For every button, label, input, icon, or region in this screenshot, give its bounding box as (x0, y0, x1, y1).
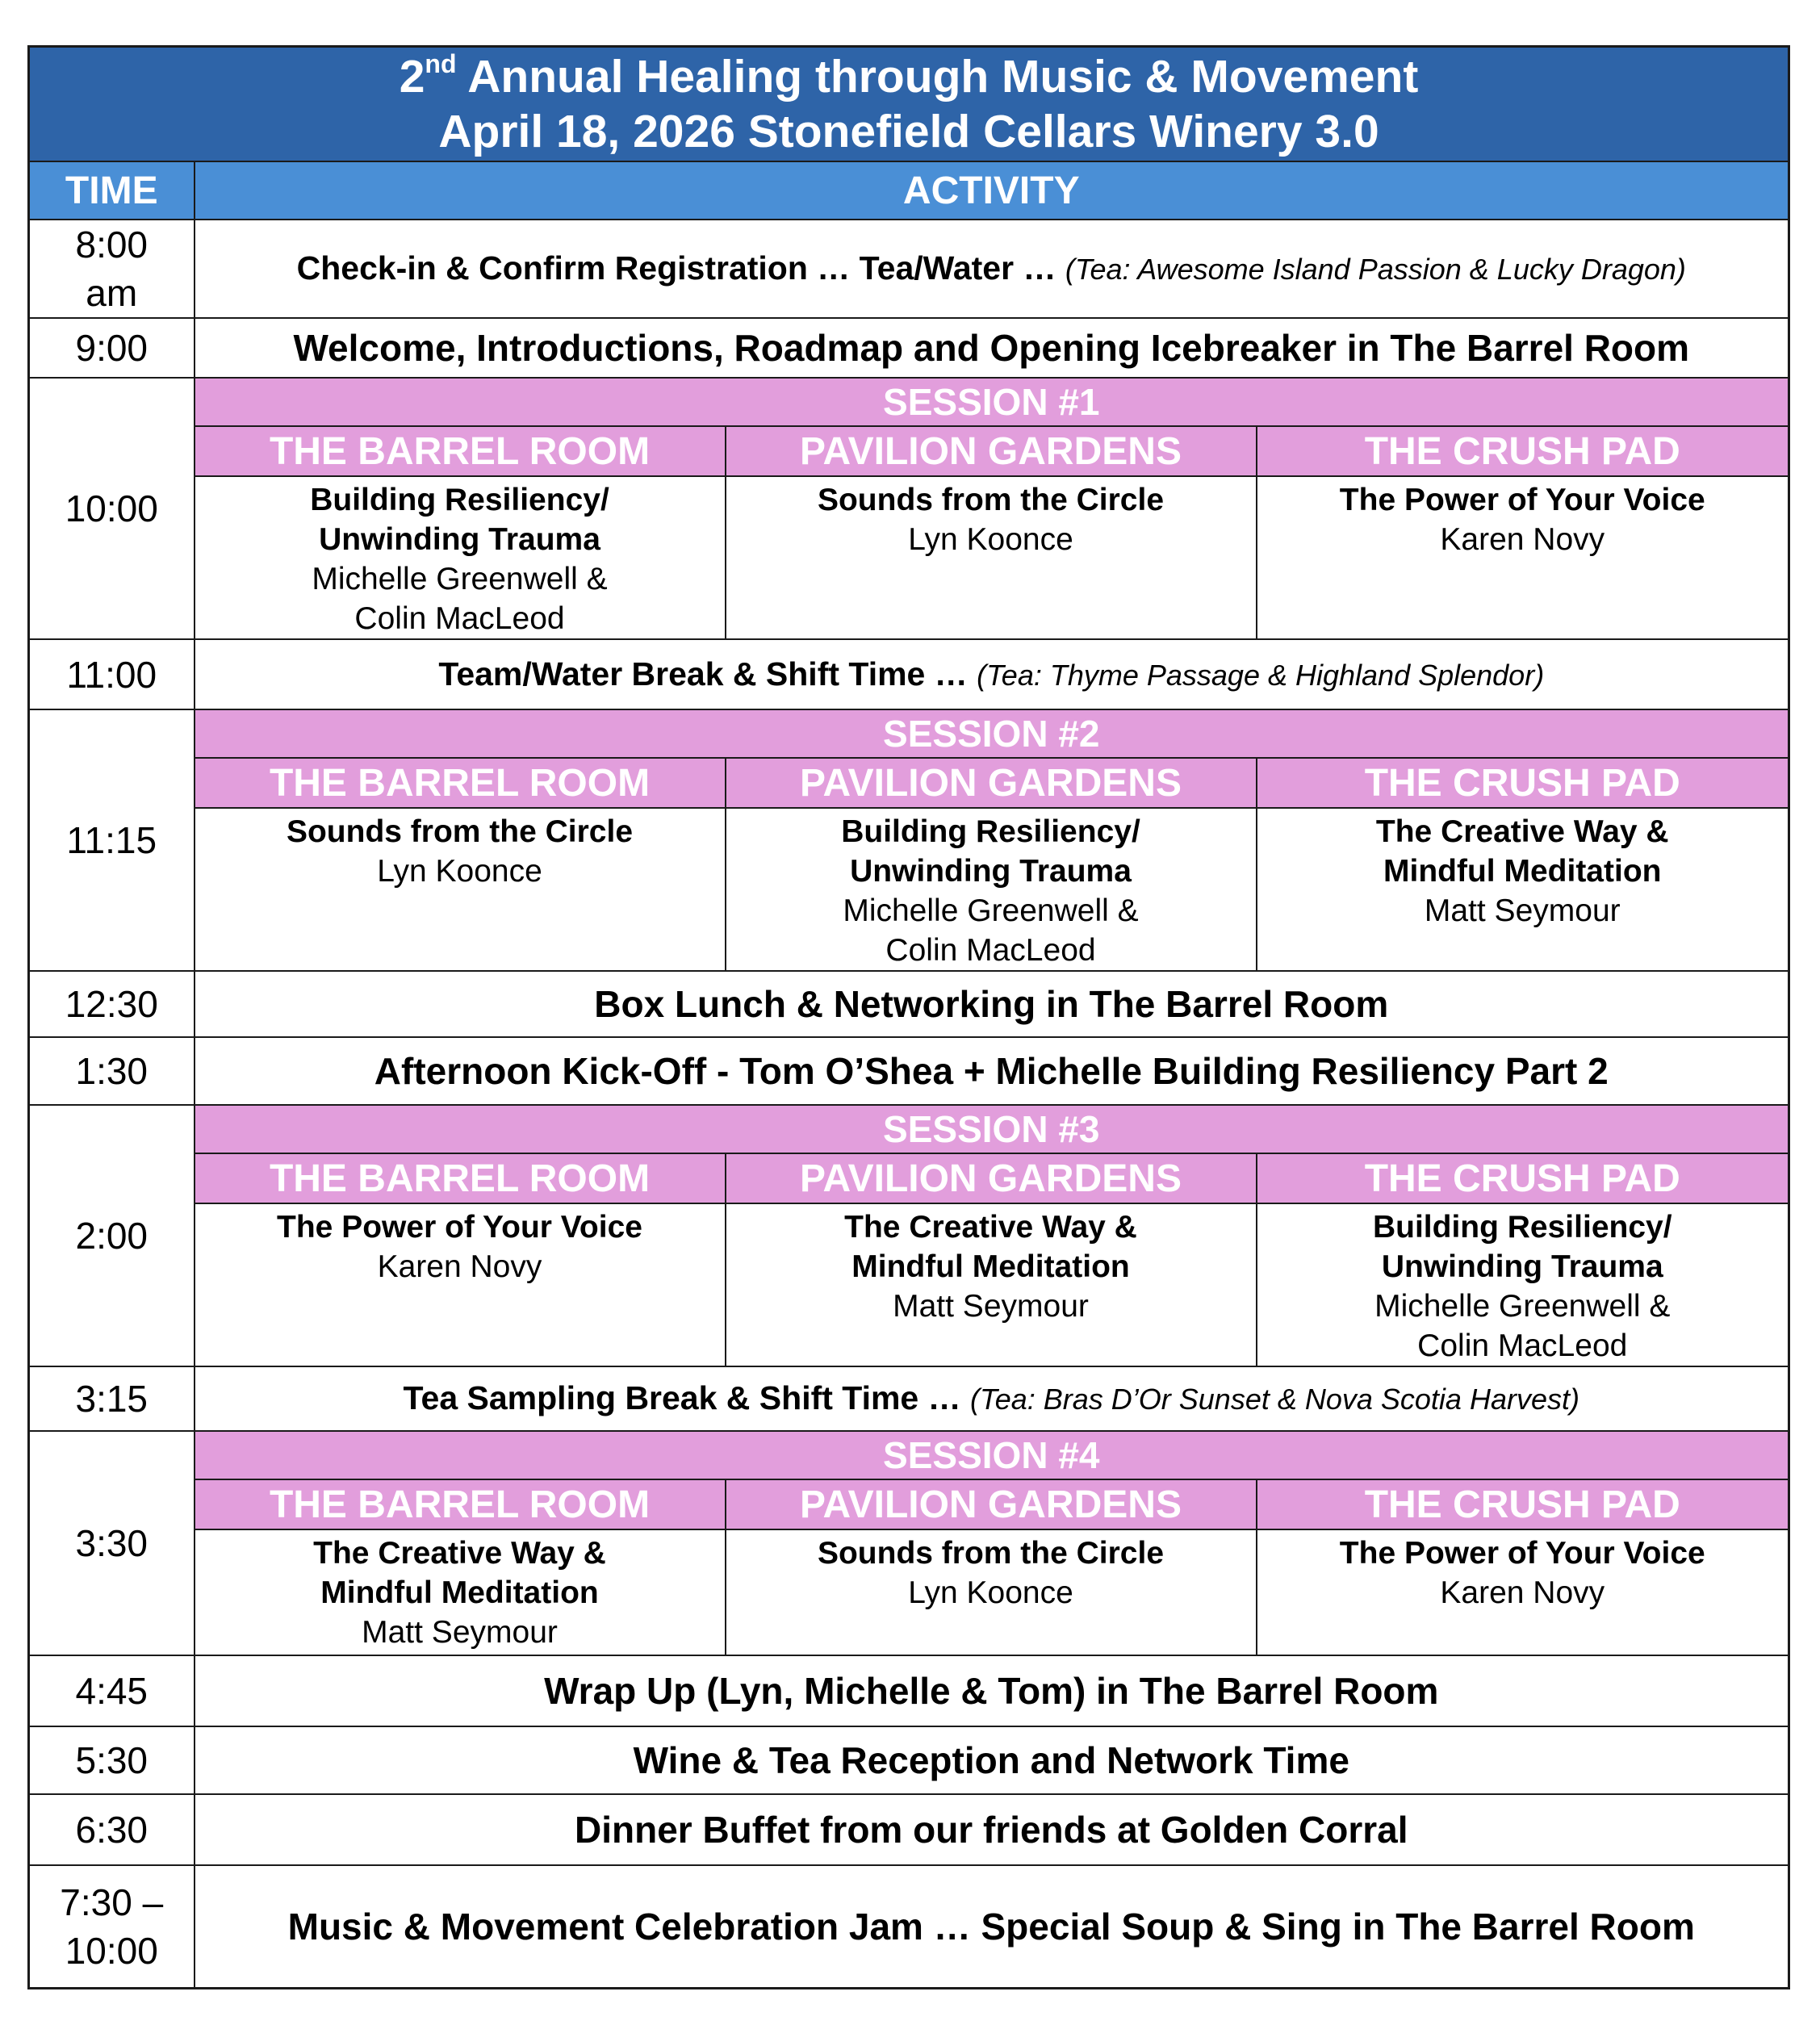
tea-note: (Tea: Awesome Island Passion & Lucky Dragon) (1065, 253, 1686, 286)
title-line-1: Annual Healing through Music & Movement (467, 51, 1419, 103)
schedule-table (27, 45, 1790, 1989)
session-row (29, 1431, 1789, 1479)
session-title: Unwinding Trauma (319, 522, 600, 557)
time-label-suffix: am (86, 272, 138, 314)
session-title: Mindful Meditation (320, 1575, 599, 1610)
presenter: Lyn Koonce (377, 854, 542, 889)
activity-text: Team/Water Break & Shift Time … (438, 655, 977, 692)
activity-text: Check-in & Confirm Registration … Tea/Water … (296, 249, 1065, 287)
session-title: Building Resiliency/ (841, 814, 1140, 849)
room-header-row (29, 1153, 1789, 1203)
time-cell: 5:30 (29, 1726, 195, 1794)
session-label: SESSION #3 (195, 1105, 1789, 1153)
session-title: The Power of Your Voice (277, 1210, 642, 1245)
time-cell: 9:00 (29, 318, 195, 378)
title-row (29, 47, 1789, 162)
schedule-row (29, 971, 1789, 1037)
time-label: 7:30 – (60, 1881, 164, 1923)
schedule-row (29, 1865, 1789, 1988)
session-title: Mindful Meditation (851, 1249, 1130, 1284)
room-pavilion: PAVILION GARDENS (726, 1479, 1257, 1529)
session-cell (1257, 476, 1789, 639)
time-cell: 1:30 (29, 1037, 195, 1105)
room-crush: THE CRUSH PAD (1257, 758, 1789, 808)
time-cell: 3:30 (29, 1431, 195, 1655)
room-crush: THE CRUSH PAD (1257, 1153, 1789, 1203)
time-cell (29, 220, 195, 318)
activity-cell: Box Lunch & Networking in The Barrel Room (195, 971, 1789, 1037)
session-cell (195, 1529, 726, 1655)
schedule-row (29, 639, 1789, 709)
room-pavilion: PAVILION GARDENS (726, 1153, 1257, 1203)
title-line-2: April 18, 2026 Stonefield Cellars Winery 3.0 (438, 106, 1379, 157)
presenter: Lyn Koonce (908, 522, 1073, 557)
session-title: Sounds from the Circle (817, 1536, 1165, 1571)
session-cell (726, 1203, 1257, 1366)
schedule-row (29, 1037, 1789, 1105)
time-label-suffix: 10:00 (65, 1929, 158, 1972)
session-title: The Creative Way & (1375, 814, 1669, 849)
presenter: Michelle Greenwell & (843, 893, 1139, 928)
column-header-row (29, 161, 1789, 220)
activity-cell (195, 1366, 1789, 1431)
tea-note: (Tea: Thyme Passage & Highland Splendor) (977, 658, 1545, 692)
presenter: Lyn Koonce (908, 1575, 1073, 1610)
session-label: SESSION #1 (195, 378, 1789, 426)
presenter: Karen Novy (1440, 522, 1605, 557)
presenter: Matt Seymour (362, 1615, 558, 1650)
session-content-row (29, 1529, 1789, 1655)
title-ordinal: 2 (399, 51, 425, 103)
time-cell: 11:00 (29, 639, 195, 709)
schedule-row (29, 1655, 1789, 1726)
session-row (29, 709, 1789, 758)
session-title: Unwinding Trauma (850, 854, 1132, 889)
time-cell: 4:45 (29, 1655, 195, 1726)
schedule-title (29, 47, 1789, 162)
time-column-header: TIME (29, 161, 195, 220)
time-cell: 11:15 (29, 709, 195, 971)
tea-note: (Tea: Bras D’Or Sunset & Nova Scotia Harvest) (970, 1383, 1579, 1416)
activity-text: Tea Sampling Break & Shift Time … (403, 1379, 971, 1416)
room-barrel: THE BARREL ROOM (195, 758, 726, 808)
activity-cell (195, 220, 1789, 318)
time-cell: 6:30 (29, 1794, 195, 1865)
activity-cell (195, 639, 1789, 709)
session-cell (195, 1203, 726, 1366)
session-label: SESSION #2 (195, 709, 1789, 758)
schedule-row (29, 1366, 1789, 1431)
session-title: The Power of Your Voice (1339, 483, 1705, 517)
presenter: Karen Novy (377, 1249, 542, 1284)
time-cell: 3:15 (29, 1366, 195, 1431)
session-title: Unwinding Trauma (1381, 1249, 1663, 1284)
presenter: Michelle Greenwell & (312, 562, 608, 596)
room-crush: THE CRUSH PAD (1257, 426, 1789, 476)
time-cell: 10:00 (29, 378, 195, 639)
room-barrel: THE BARREL ROOM (195, 426, 726, 476)
session-cell (195, 476, 726, 639)
activity-cell: Wrap Up (Lyn, Michelle & Tom) in The Barrel Room (195, 1655, 1789, 1726)
activity-cell: Welcome, Introductions, Roadmap and Opening Icebreaker in The Barrel Room (195, 318, 1789, 378)
presenter: Colin MacLeod (1417, 1328, 1628, 1363)
session-cell (1257, 1529, 1789, 1655)
session-label: SESSION #4 (195, 1431, 1789, 1479)
session-row (29, 1105, 1789, 1153)
presenter: Matt Seymour (893, 1289, 1089, 1324)
session-title: Building Resiliency/ (1372, 1210, 1672, 1245)
schedule-row (29, 220, 1789, 318)
time-cell (29, 1865, 195, 1988)
presenter: Colin MacLeod (354, 601, 565, 636)
session-cell (1257, 1203, 1789, 1366)
room-header-row (29, 1479, 1789, 1529)
session-cell (726, 808, 1257, 971)
time-label: 8:00 (75, 224, 149, 266)
session-title: The Power of Your Voice (1339, 1536, 1705, 1571)
room-pavilion: PAVILION GARDENS (726, 426, 1257, 476)
session-title: The Creative Way & (313, 1536, 606, 1571)
session-cell (195, 808, 726, 971)
session-row (29, 378, 1789, 426)
room-crush: THE CRUSH PAD (1257, 1479, 1789, 1529)
session-cell (726, 476, 1257, 639)
time-cell: 2:00 (29, 1105, 195, 1366)
schedule-row (29, 1794, 1789, 1865)
activity-cell: Wine & Tea Reception and Network Time (195, 1726, 1789, 1794)
schedule-row (29, 1726, 1789, 1794)
presenter: Michelle Greenwell & (1374, 1289, 1671, 1324)
session-content-row (29, 476, 1789, 639)
room-barrel: THE BARREL ROOM (195, 1153, 726, 1203)
session-content-row (29, 1203, 1789, 1366)
session-cell (726, 1529, 1257, 1655)
session-title: Building Resiliency/ (310, 483, 609, 517)
activity-cell: Afternoon Kick-Off - Tom O’Shea + Michelle Building Resiliency Part 2 (195, 1037, 1789, 1105)
activity-cell: Dinner Buffet from our friends at Golden Corral (195, 1794, 1789, 1865)
presenter: Karen Novy (1440, 1575, 1605, 1610)
activity-cell: Music & Movement Celebration Jam … Special Soup & Sing in The Barrel Room (195, 1865, 1789, 1988)
title-ordinal-suffix: nd (425, 49, 457, 78)
activity-column-header: ACTIVITY (195, 161, 1789, 220)
room-header-row (29, 426, 1789, 476)
session-content-row (29, 808, 1789, 971)
session-title: Mindful Meditation (1383, 854, 1662, 889)
session-title: The Creative Way & (844, 1210, 1137, 1245)
room-header-row (29, 758, 1789, 808)
session-title: Sounds from the Circle (286, 814, 634, 849)
schedule-row (29, 318, 1789, 378)
presenter: Matt Seymour (1424, 893, 1621, 928)
room-pavilion: PAVILION GARDENS (726, 758, 1257, 808)
room-barrel: THE BARREL ROOM (195, 1479, 726, 1529)
presenter: Colin MacLeod (885, 933, 1096, 968)
session-cell (1257, 808, 1789, 971)
session-title: Sounds from the Circle (817, 483, 1165, 517)
time-cell: 12:30 (29, 971, 195, 1037)
